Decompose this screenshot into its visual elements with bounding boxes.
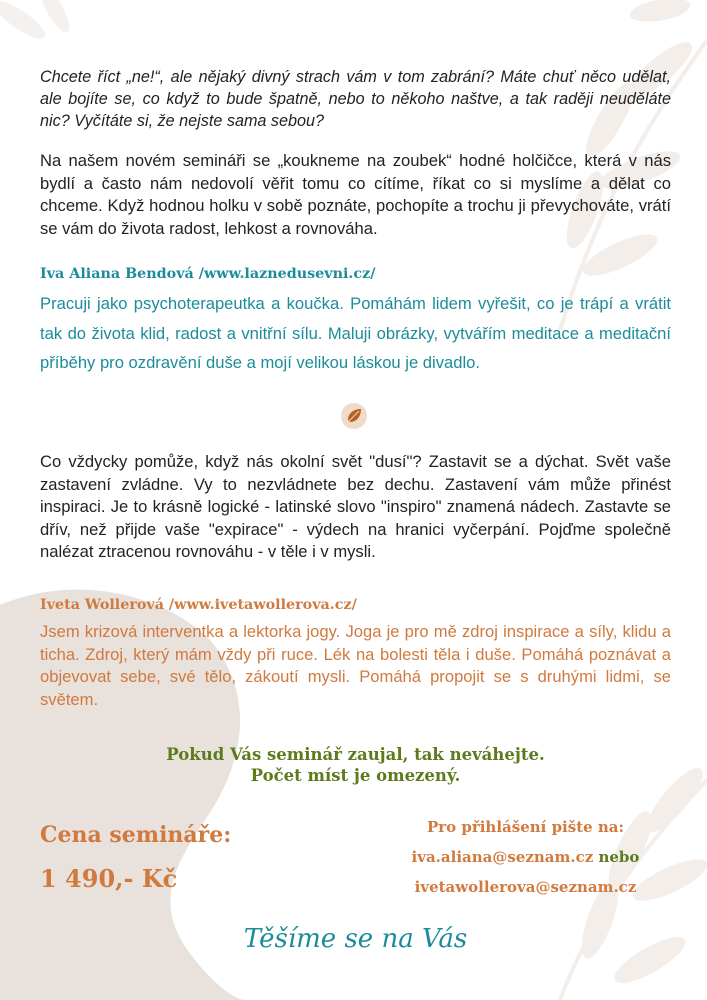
cta-line-1: Pokud Vás seminář zaujal, tak neváhejte. (166, 745, 545, 764)
contact-heading: Pro přihlášení pište na: (426, 818, 625, 836)
author-bio-iva: Pracuji jako psychoterapeutka a koučka. Pomáhám lidem vyřešit, co je trápí a vrátit tak do života klid, radost a vnitřní sílu. Maluji obrázky, vytvářím meditace a meditační příběhy pro ozdravění duše a mojí velikou láskou je divadlo. (40, 294, 671, 372)
leaf-icon (340, 402, 368, 430)
intro-text: Chcete říct „ne!“, ale nějaký divný strach vám v tom zabrání? Máte chuť něco udělat, ale bojíte se, co když to bude špatně, nebo to někoho naštve, a tak raději neuděláte nic? Vyčítáte si, že nejste sama sebou? (40, 68, 671, 130)
email-link-iveta[interactable]: ivetawollerova@seznam.cz (414, 878, 637, 896)
email-link-iva[interactable]: iva.aliana@seznam.cz (411, 848, 594, 866)
call-to-action (40, 744, 671, 786)
contact-block (380, 812, 671, 902)
contact-row-1 (380, 842, 671, 872)
author-name-iva: Iva Aliana Bendová /www.laznedusevni.cz/ (40, 266, 376, 282)
contact-connector: nebo (598, 848, 640, 866)
price-value: 1 490,- Kč (40, 864, 178, 893)
author-bio-iveta: Jsem krizová interventka a lektorka jogy. Joga je pro mě zdroj inspirace a síly, klidu a ticha. Zdroj, který mám vždy při ruce. Lék na bolesti těla i duše. Pomáhá poznávat a objevovat sebe, své tělo, zákoutí mysli. Pomáhá propojit se s druhými lidmi, se světem. (40, 622, 671, 709)
leaf-branch-top-left (0, 0, 74, 45)
price-label: Cena semináře: (40, 822, 232, 848)
seminar-description: Na našem novém semináři se „koukneme na zoubek“ hodné holčičce, která v nás bydlí a často nám nedovolí věřit tomu co cítíme, říkat co si myslíme a dělat co chceme. Když hodnou holku v sobě poznáte, pochopíte a trochu ji převychováte, vrátí se vám do života radost, lehkost a rovnováha. (40, 151, 671, 238)
breathing-paragraph: Co vždycky pomůže, když nás okolní svět "dusí"? Zastavit se a dýchat. Svět vaše zastavení zvládne. Vy to nezvládnete bez dechu. Zastavení vám může přinést inspiraci. Je to krásně logické - latinské slovo "inspiro" znamená nádech. Zastavte se dřív, než přijde vaše "expirace" - výdech na hranici vyčerpání. Pojďme společně nalézat ztracenou rovnováhu - v těle i v mysli. (40, 452, 671, 562)
cta-line-2: Počet míst je omezený. (250, 766, 461, 785)
author-name-iveta: Iveta Wollerová /www.ivetawollerova.cz/ (40, 597, 357, 613)
closing-signature: Těšíme se na Vás (243, 924, 468, 954)
